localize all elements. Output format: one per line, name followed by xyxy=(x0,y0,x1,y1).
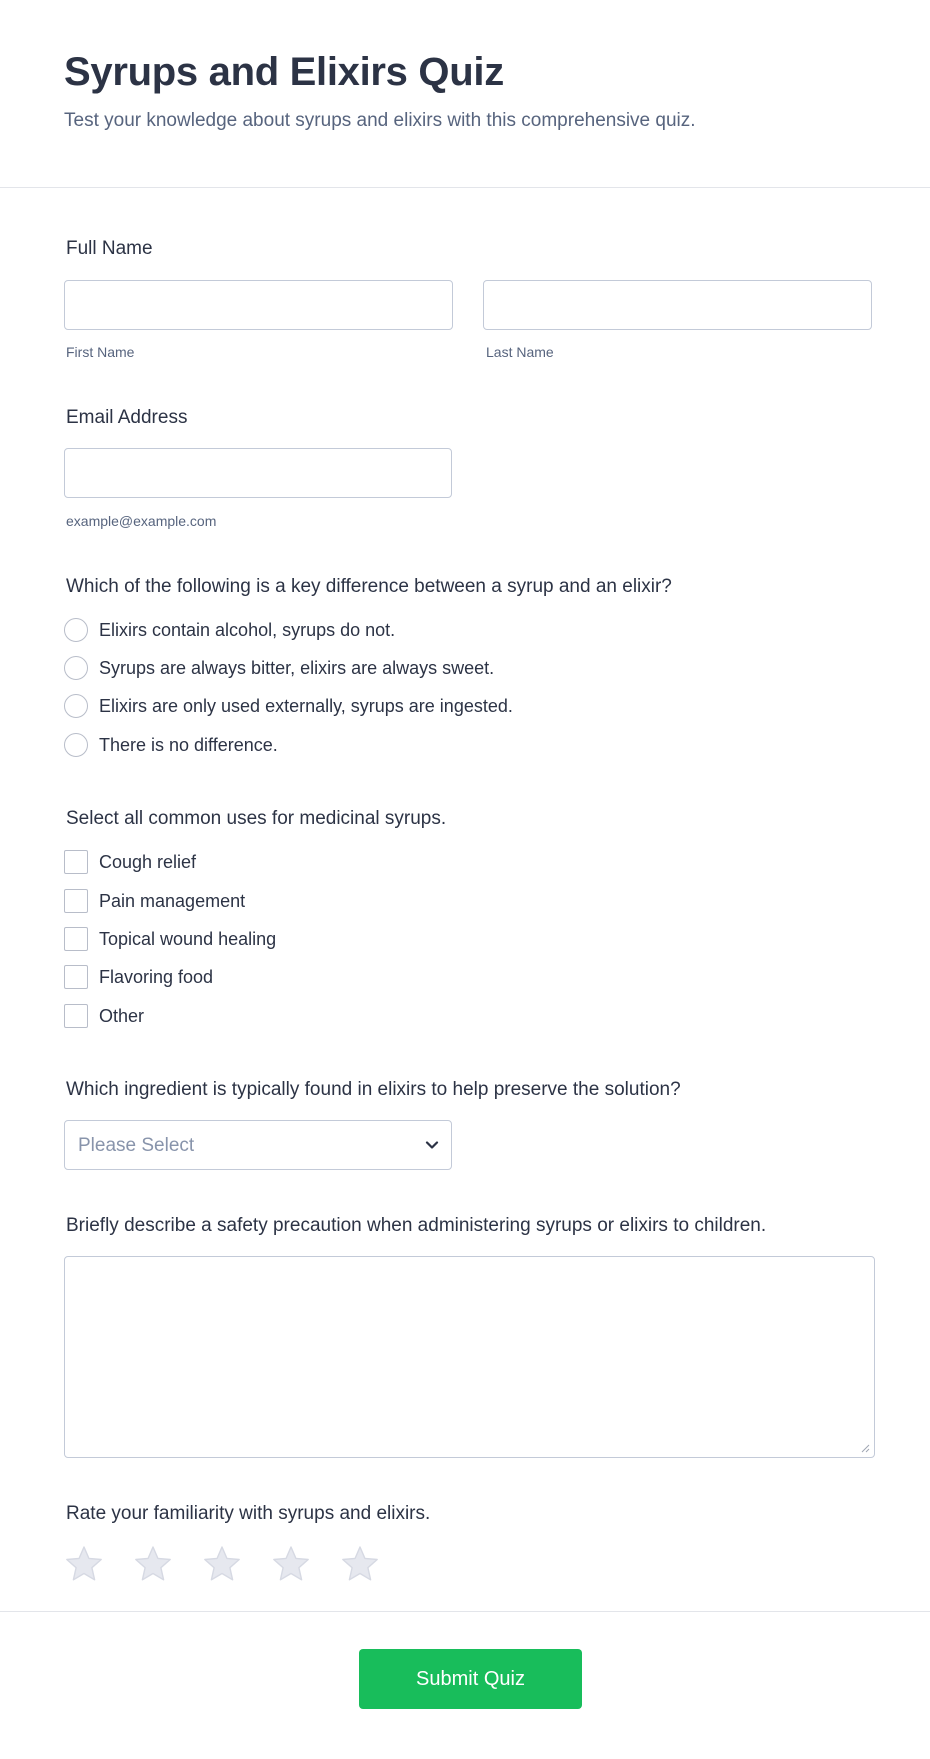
checkbox[interactable] xyxy=(64,1004,88,1028)
full-name-label: Full Name xyxy=(66,238,153,259)
star-icon[interactable] xyxy=(133,1544,173,1584)
email-input[interactable] xyxy=(64,448,452,498)
radio-button[interactable] xyxy=(64,618,88,642)
q1-option[interactable] xyxy=(64,731,278,759)
page-subtitle: Test your knowledge about syrups and elixirs with this comprehensive quiz. xyxy=(64,110,696,131)
q3-label: Which ingredient is typically found in elixirs to help preserve the solution? xyxy=(66,1079,681,1100)
star-icon[interactable] xyxy=(340,1544,380,1584)
q1-option-label: Elixirs are only used externally, syrups are ingested. xyxy=(99,695,513,716)
checkbox[interactable] xyxy=(64,850,88,874)
chevron-down-icon xyxy=(425,1138,439,1152)
q2-option-label: Other xyxy=(99,1005,145,1026)
q2-option-label: Pain management xyxy=(99,890,246,911)
q1-option[interactable] xyxy=(64,692,513,720)
star-icon[interactable] xyxy=(271,1544,311,1584)
ingredient-select[interactable] xyxy=(64,1120,452,1170)
first-name-input[interactable] xyxy=(64,280,453,330)
q2-option-label: Cough relief xyxy=(99,851,197,872)
last-name-input[interactable] xyxy=(483,280,872,330)
page-title: Syrups and Elixirs Quiz xyxy=(64,50,504,94)
first-name-sublabel: First Name xyxy=(66,344,135,360)
rating-label: Rate your familiarity with syrups and elixirs. xyxy=(66,1503,431,1524)
last-name-sublabel: Last Name xyxy=(486,344,554,360)
q1-option-label: Elixirs contain alcohol, syrups do not. xyxy=(99,619,396,640)
select-value: Please Select xyxy=(78,1135,195,1156)
q1-option-label: There is no difference. xyxy=(99,734,278,755)
q2-option[interactable] xyxy=(64,848,196,876)
submit-button[interactable]: Submit Quiz xyxy=(359,1649,582,1709)
q1-label: Which of the following is a key difference between a syrup and an elixir? xyxy=(66,576,672,597)
q2-label: Select all common uses for medicinal syrups. xyxy=(66,808,447,829)
star-icon[interactable] xyxy=(64,1544,104,1584)
email-sublabel: example@example.com xyxy=(66,513,217,529)
q2-option-label: Topical wound healing xyxy=(99,928,277,949)
checkbox[interactable] xyxy=(64,889,88,913)
q2-option-label: Flavoring food xyxy=(99,966,214,987)
checkbox[interactable] xyxy=(64,927,88,951)
q2-option[interactable] xyxy=(64,1002,144,1030)
resize-grip-icon[interactable] xyxy=(860,1443,870,1453)
radio-button[interactable] xyxy=(64,694,88,718)
safety-precaution-textarea[interactable] xyxy=(64,1256,875,1458)
q4-label: Briefly describe a safety precaution when administering syrups or elixirs to children. xyxy=(66,1215,767,1236)
q1-option[interactable] xyxy=(64,616,395,644)
q1-option-label: Syrups are always bitter, elixirs are always sweet. xyxy=(99,657,495,678)
q2-option[interactable] xyxy=(64,925,276,953)
star-icon[interactable] xyxy=(202,1544,242,1584)
q2-option[interactable] xyxy=(64,887,245,915)
radio-button[interactable] xyxy=(64,733,88,757)
email-label: Email Address xyxy=(66,407,188,428)
form-header xyxy=(0,0,930,188)
q1-option[interactable] xyxy=(64,654,494,682)
checkbox[interactable] xyxy=(64,965,88,989)
radio-button[interactable] xyxy=(64,656,88,680)
q2-option[interactable] xyxy=(64,963,213,991)
